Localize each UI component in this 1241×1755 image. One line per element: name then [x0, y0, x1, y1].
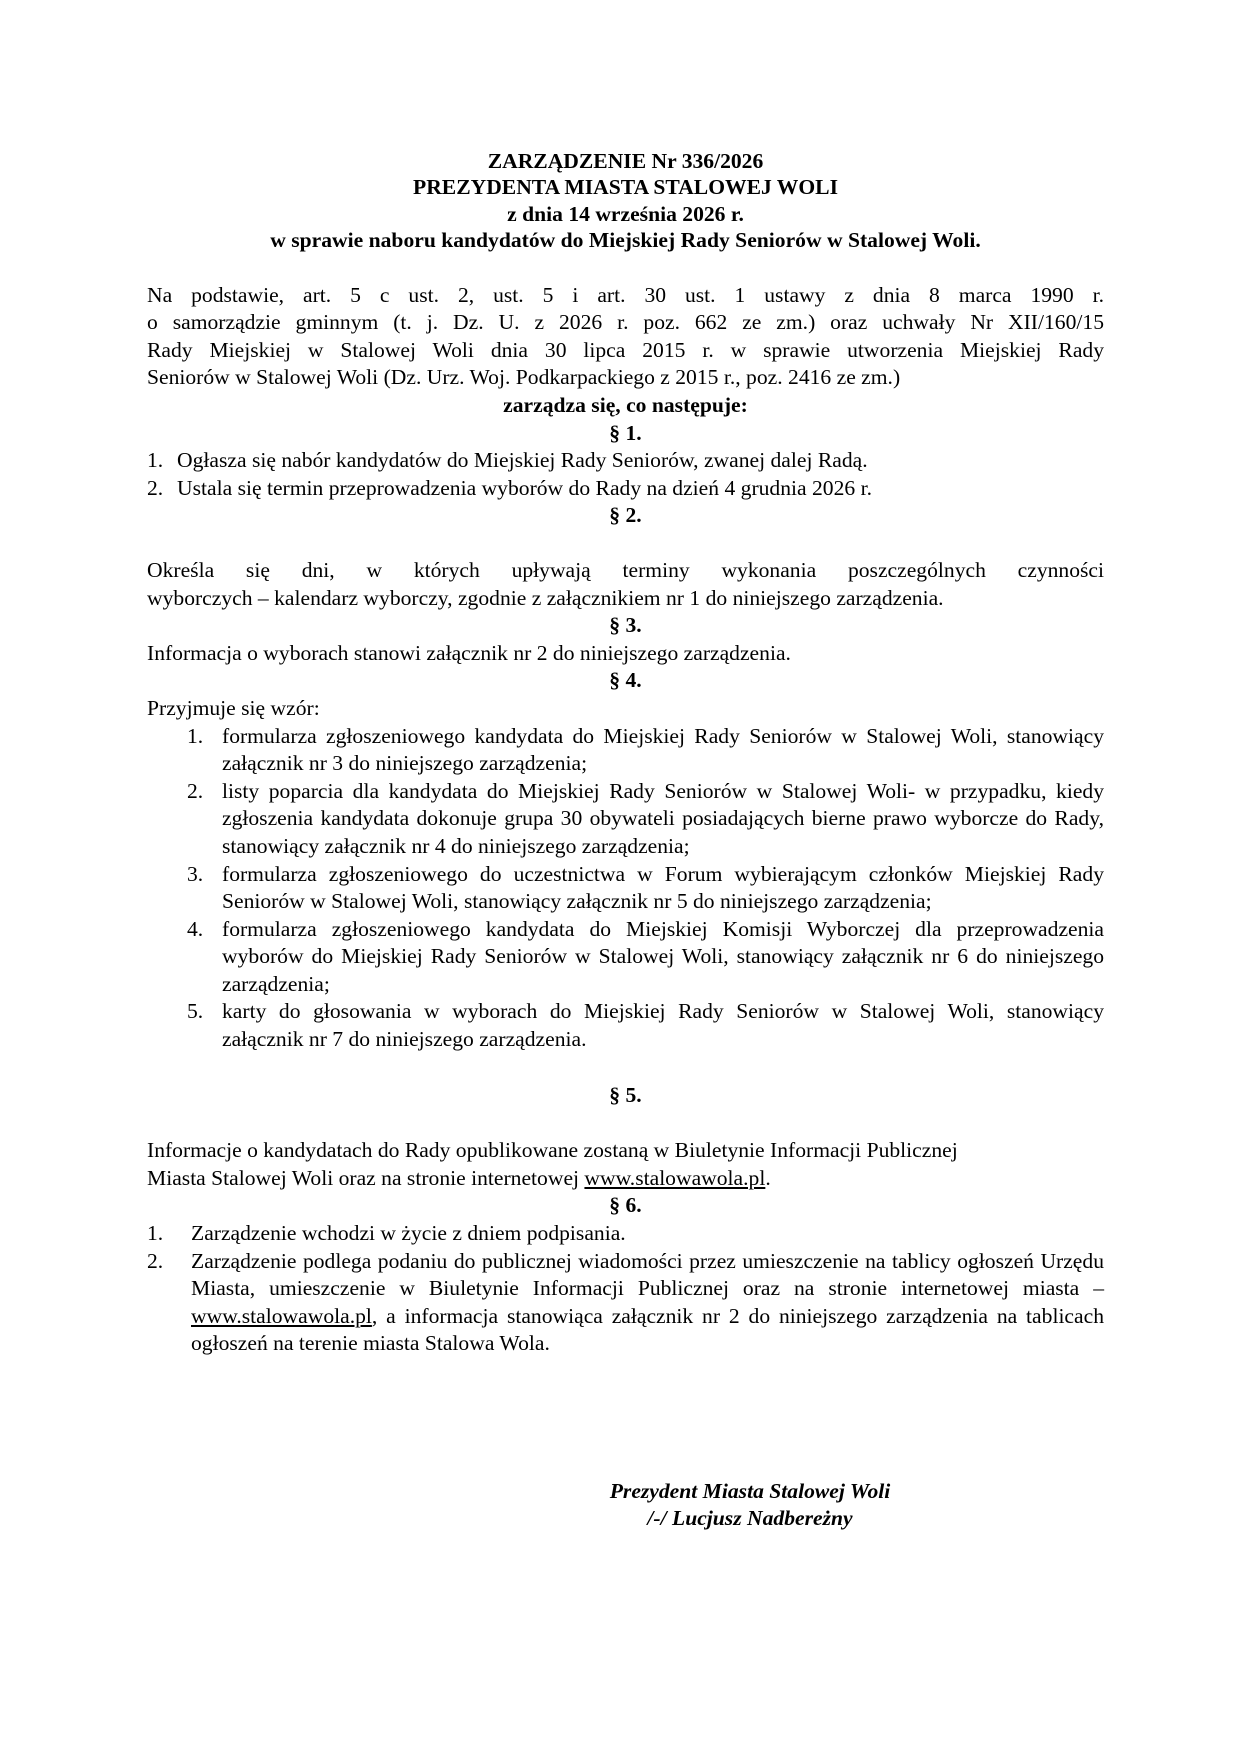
list-number: 3. [187, 861, 204, 886]
list-item [147, 861, 1104, 916]
decree-phrase: zarządza się, co następuje: [503, 393, 748, 417]
section-6-title: § 6. [609, 1193, 642, 1218]
section-4-list [147, 723, 1104, 1054]
section-6-list [147, 1220, 1104, 1358]
signatory-name: /-/ Lucjusz Nadbereżny [647, 1506, 853, 1530]
list-number: 2. [187, 778, 204, 803]
legal-basis-line: Seniorów w Stalowej Woli (Dz. Urz. Woj. Podkarpackiego z 2015 r., poz. 2416 ze zm.) [147, 365, 901, 390]
section-1-title: § 1. [609, 420, 642, 445]
signatory-role: Prezydent Miasta Stalowej Woli [609, 1479, 891, 1503]
signature-block [600, 1478, 900, 1532]
list-text: listy poparcia dla kandydata do Miejskiej Rady Seniorów w Stalowej Woli- w przypadku, kiedy zgłoszenia kandydata dokonuje grupa 30 obywateli posiadających bierne prawo wyborcze do Rady, stanowiący załącznik nr 4 do niniejszego zarządzenia; [222, 778, 1104, 858]
list-text: , a informacja stanowiąca załącznik nr 2 do niniejszego zarządzenia na tablicach ogłoszeń na terenie miasta Stalowa Wola. [191, 1303, 1104, 1356]
list-number: 2. [147, 1248, 164, 1273]
document-header [147, 148, 1104, 254]
list-text: Zarządzenie podlega podaniu do publicznej wiadomości przez umieszczenie na tablicy ogłoszeń Urzędu Miasta, umieszczenie w Biuletynie Informacji Publicznej oraz na stronie internetowej miasta – [191, 1248, 1104, 1301]
section-5-line [147, 1165, 1104, 1193]
list-number: 1. [147, 448, 164, 473]
list-item [147, 475, 1104, 503]
list-item [147, 723, 1104, 778]
ordinance-date: z dnia 14 września 2026 r. [507, 201, 744, 226]
section-2-line: Określa się dni, w których upływają terminy wykonania poszczególnych czynności [147, 557, 1104, 582]
section-2-title: § 2. [609, 503, 642, 528]
legal-basis-line: Rady Miejskiej w Stalowej Woli dnia 30 lipca 2015 r. w sprawie utworzenia Miejskiej Rady [147, 337, 1104, 362]
section-5-title: § 5. [609, 1082, 642, 1107]
website-link[interactable]: www.stalowawola.pl [584, 1165, 766, 1190]
section-5-text: Miasta Stalowej Woli oraz na stronie internetowej [147, 1165, 585, 1190]
list-item [147, 998, 1104, 1053]
section-4-title: § 4. [609, 668, 642, 693]
legal-basis-line: o samorządzie gminnym (t. j. Dz. U. z 2026 r. poz. 662 ze zm.) oraz uchwały Nr XII/160/15 [147, 310, 1104, 335]
ordinance-number: ZARZĄDZENIE Nr 336/2026 [487, 149, 764, 173]
list-item [147, 1220, 1104, 1248]
list-text: formularza zgłoszeniowego do uczestnictwa w Forum wybierającym członków Miejskiej Rady Seniorów w Stalowej Woli, stanowiący załącznik nr 5 do niniejszego zarządzenia; [222, 861, 1104, 914]
section-5-text: . [765, 1165, 771, 1190]
issuer: PREZYDENTA MIASTA STALOWEJ WOLI [413, 175, 838, 200]
list-number: 1. [187, 723, 204, 748]
list-item [147, 916, 1104, 999]
website-link[interactable]: www.stalowawola.pl [191, 1303, 372, 1328]
list-text: Ustala się termin przeprowadzenia wyborów do Rady na dzień 4 grudnia 2026 r. [177, 475, 872, 500]
legal-basis-line: Na podstawie, art. 5 c ust. 2, ust. 5 i art. 30 ust. 1 ustawy z dnia 8 marca 1990 r. [147, 282, 1104, 307]
list-item [147, 1248, 1104, 1358]
section-2-line: wyborczych – kalendarz wyborczy, zgodnie z załącznikiem nr 1 do niniejszego zarządzenia. [147, 585, 944, 610]
list-text: karty do głosowania w wyborach do Miejskiej Rady Seniorów w Stalowej Woli, stanowiący załącznik nr 7 do niniejszego zarządzenia. [222, 999, 1104, 1052]
section-4-lead: Przyjmuje się wzór: [147, 695, 320, 720]
section-5-line: Informacje o kandydatach do Rady opublikowane zostaną w Biuletynie Informacji Publicznej [147, 1138, 958, 1163]
list-text: formularza zgłoszeniowego kandydata do Miejskiej Rady Seniorów w Stalowej Woli, stanowiący załącznik nr 3 do niniejszego zarządzenia; [222, 723, 1104, 776]
list-number: 2. [147, 475, 164, 500]
list-number: 1. [147, 1221, 164, 1246]
list-item [147, 778, 1104, 861]
section-1-list [147, 447, 1104, 502]
section-3-title: § 3. [609, 613, 642, 638]
list-text: formularza zgłoszeniowego kandydata do Miejskiej Komisji Wyborczej dla przeprowadzenia wyborów do Miejskiej Rady Seniorów w Stalowej Woli, stanowiący załącznik nr 6 do niniejszego zarządzenia; [222, 916, 1104, 996]
list-item [147, 447, 1104, 475]
ordinance-subject: w sprawie naboru kandydatów do Miejskiej Rady Seniorów w Stalowej Woli. [270, 228, 981, 253]
list-number: 4. [187, 916, 204, 941]
list-text: Zarządzenie wchodzi w życie z dniem podpisania. [191, 1221, 626, 1246]
list-text: Ogłasza się nabór kandydatów do Miejskiej Rady Seniorów, zwanej dalej Radą. [177, 448, 868, 473]
legal-basis [147, 282, 1104, 392]
list-number: 5. [187, 999, 204, 1024]
section-3-text: Informacja o wyborach stanowi załącznik nr 2 do niniejszego zarządzenia. [147, 640, 791, 665]
